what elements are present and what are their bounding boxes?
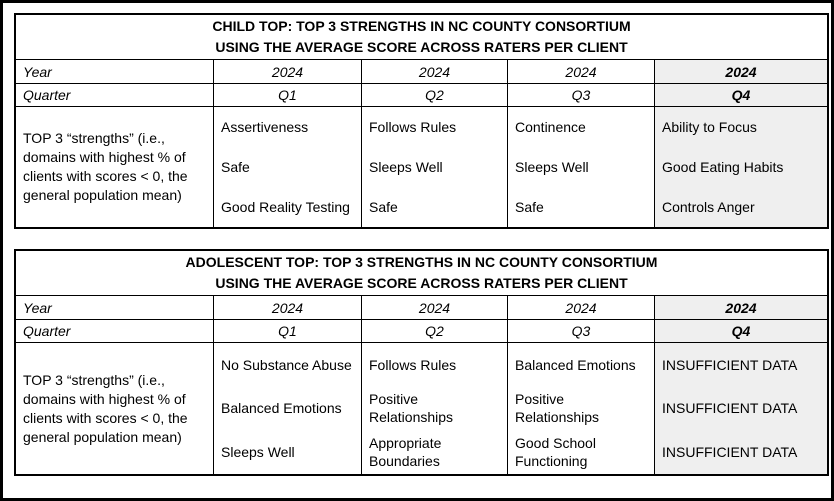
adolescent-strengths-q1 xyxy=(214,343,362,474)
child-strengths-q4 xyxy=(655,107,827,227)
child-strengths-q1 xyxy=(214,107,362,227)
child-year-q4: 2024 xyxy=(655,60,827,84)
child-year-q2: 2024 xyxy=(362,60,508,84)
adolescent-table-title-line1: ADOLESCENT TOP: TOP 3 STRENGTHS IN NC COUNTY CONSORTIUM xyxy=(185,254,658,270)
strength-item: Good School Functioning xyxy=(515,435,596,470)
child-strengths-row-label: TOP 3 “strengths” (i.e., domains with highest % of clients with scores < 0, the general population mean) xyxy=(16,107,214,227)
child-table-title xyxy=(16,15,827,60)
strength-item: Sleeps Well xyxy=(515,159,589,175)
strength-item: Controls Anger xyxy=(662,199,755,215)
strength-item: Good Reality Testing xyxy=(221,199,350,215)
adolescent-year-q3: 2024 xyxy=(508,296,655,320)
child-quarter-label-cell: Quarter xyxy=(16,84,214,107)
strength-item: INSUFFICIENT DATA xyxy=(662,400,798,417)
child-year-label-cell: Year xyxy=(16,60,214,84)
strength-item: Balanced Emotions xyxy=(515,356,636,373)
strength-item: Balanced Emotions xyxy=(221,400,342,417)
child-quarter-q2: Q2 xyxy=(362,84,508,107)
strength-item: Sleeps Well xyxy=(369,159,443,175)
adolescent-quarter-q2: Q2 xyxy=(362,320,508,343)
strength-item: Continence xyxy=(515,119,586,135)
strength-item: Follows Rules xyxy=(369,119,457,135)
strength-item: Positive Relationships xyxy=(515,391,600,426)
adolescent-quarter-label-cell: Quarter xyxy=(16,320,214,343)
adolescent-strengths-q3 xyxy=(508,343,655,474)
strength-item: Follows Rules xyxy=(369,356,457,373)
strength-item: Sleeps Well xyxy=(221,444,295,461)
adolescent-quarter-q1: Q1 xyxy=(214,320,362,343)
strength-item: Good Eating Habits xyxy=(662,159,784,175)
child-strengths-q2 xyxy=(362,107,508,227)
child-strengths-q3 xyxy=(508,107,655,227)
strength-item: Safe xyxy=(515,199,544,215)
adolescent-year-q4: 2024 xyxy=(655,296,827,320)
strength-item: Assertiveness xyxy=(221,119,309,135)
child-year-q3: 2024 xyxy=(508,60,655,84)
child-quarter-q4: Q4 xyxy=(655,84,827,107)
adolescent-year-q2: 2024 xyxy=(362,296,508,320)
strength-item: Safe xyxy=(369,199,398,215)
adolescent-table-title-line2: USING THE AVERAGE SCORE ACROSS RATERS PER CLIENT xyxy=(215,275,628,291)
strength-item: Appropriate Boundaries xyxy=(369,435,442,470)
strength-item: Ability to Focus xyxy=(662,119,757,135)
child-quarter-q3: Q3 xyxy=(508,84,655,107)
adolescent-strengths-table xyxy=(14,249,829,476)
strength-item: Safe xyxy=(221,159,250,175)
child-strengths-table xyxy=(14,13,829,229)
adolescent-quarter-q3: Q3 xyxy=(508,320,655,343)
adolescent-strengths-row-label: TOP 3 “strengths” (i.e., domains with highest % of clients with scores < 0, the general population mean) xyxy=(16,343,214,474)
adolescent-quarter-q4: Q4 xyxy=(655,320,827,343)
adolescent-table-title xyxy=(16,251,827,296)
strength-item: INSUFFICIENT DATA xyxy=(662,356,798,373)
adolescent-strengths-q2 xyxy=(362,343,508,474)
strength-item: No Substance Abuse xyxy=(221,356,352,373)
child-quarter-q1: Q1 xyxy=(214,84,362,107)
child-year-q1: 2024 xyxy=(214,60,362,84)
strength-item: Positive Relationships xyxy=(369,391,454,426)
adolescent-year-label-cell: Year xyxy=(16,296,214,320)
child-table-title-line2: USING THE AVERAGE SCORE ACROSS RATERS PER CLIENT xyxy=(215,39,628,55)
strength-item: INSUFFICIENT DATA xyxy=(662,444,798,461)
adolescent-year-q1: 2024 xyxy=(214,296,362,320)
child-table-title-line1: CHILD TOP: TOP 3 STRENGTHS IN NC COUNTY CONSORTIUM xyxy=(212,18,631,34)
adolescent-strengths-q4 xyxy=(655,343,827,474)
